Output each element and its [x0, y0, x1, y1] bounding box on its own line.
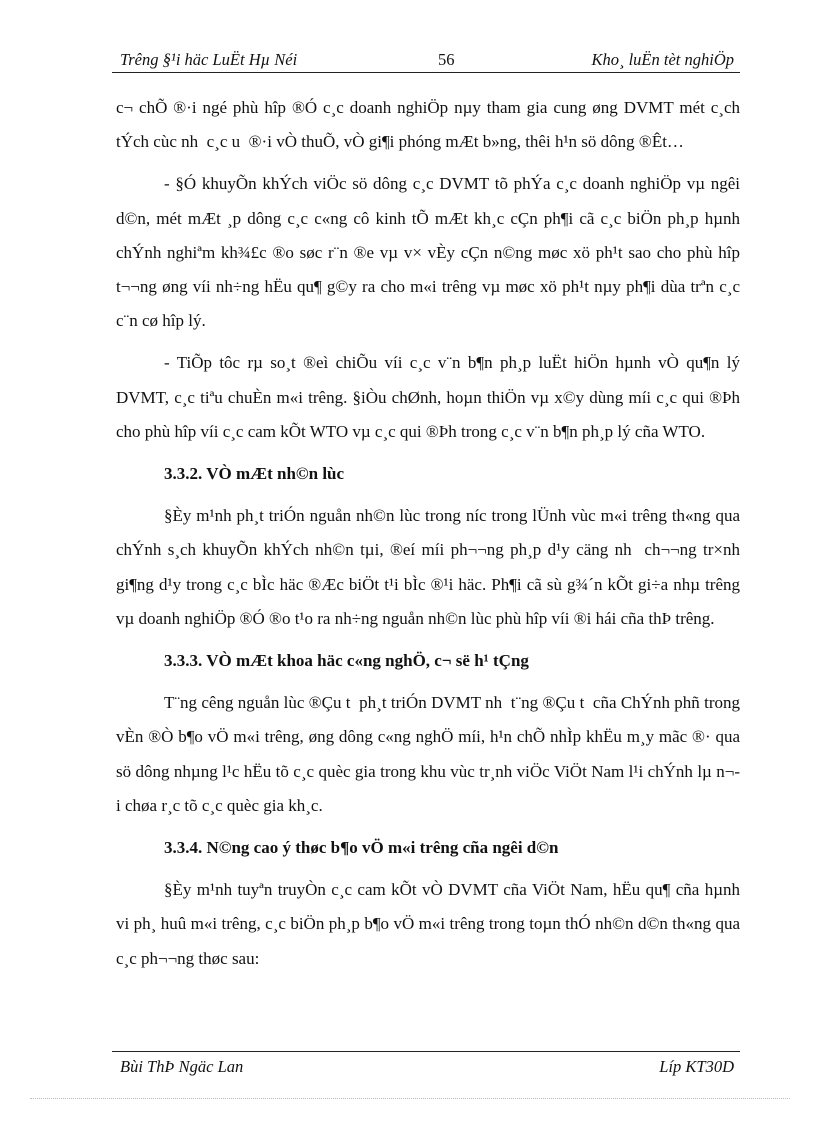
page-footer [112, 1057, 740, 1077]
paragraph-6: §Èy m¹nh tuyªn truyÒn c¸c cam kÕt vÒ DVMT cña ViÖt Nam, hËu qu¶ cña hµnh vi ph¸ huû m«i trêng, c¸c biÖn ph¸p b¶o vÖ m«i trêng trong toµn thÓ nh©n d©n th«ng qua c¸c ph¬¬ng thøc sau: [116, 880, 740, 968]
paragraph-5: T¨ng cêng nguån lùc ®Çu t ph¸t triÓn DVMT nh t¨ng ®Çu t cña ChÝnh phñ trong vÈn ®Ò b¶o vÖ m«i trêng, øng dông c«ng nghÖ míi, h¹n chÕ nhÌp khËu m¸y mãc ®· qua sö dông nhµng l¹c hËu tõ c¸c quèc gia trong khu vùc tr¸nh viÖc ViÖt Nam l¹i chÝnh lµ n¬ i chøa r¸c tõ c¸c quèc gia kh¸c. [116, 693, 740, 815]
paragraph-3: - TiÕp tôc rµ so¸t ®eì chiÕu víi c¸c v¨n b¶n ph¸p luËt hiÖn hµnh vÒ qu¶n lý DVMT, c¸c tiªu chuÈn m«i trêng. §iÒu chØnh, hoµn thiÖn vµ x©y dùng míi c¸c qui ®Þh cho phù hîp víi c¸c cam kÕt WTO vµ c¸c qui ®Þh trong c¸c v¨n b¶n ph¸p lý cña WTO. [116, 353, 740, 441]
header-rule [112, 72, 740, 73]
footer-author: Bùi ThÞ Ngäc Lan [120, 1057, 244, 1076]
page-bottom-border [30, 1098, 790, 1099]
section-heading-3-3-3: 3.3.3. VÒ mÆt khoa häc c«ng nghÖ, c¬ së h¹ tÇng [164, 651, 529, 671]
header-university: Trêng §¹i häc LuËt Hµ Néi [120, 50, 298, 69]
paragraph-4: §Èy m¹nh ph¸t triÓn nguån nh©n lùc trong níc trong lÜnh vùc m«i trêng th«ng qua chÝnh s¸ch khuyÕn khÝch nh©n tµi, ®eí míi ph¬¬ng ph¸p d¹y cäng nh ch¬¬ng tr×nh gi¶ng d¹y trong c¸c bÌc häc ®Æc biÖt t¹i bÌc ®¹i häc. Ph¶i cã sù g¾´n kÕt gi÷a nhµ trêng vµ doanh nghiÖp ®Ó ®o t¹o ra nh÷ng nguån nh©n lùc phù hîp víi ®i hái cña thÞ trêng. [116, 506, 740, 628]
page-number: 56 [438, 50, 455, 69]
section-heading-3-3-4: 3.3.4. N©ng cao ý thøc b¶o vÖ m«i trêng cña ngêi d©n [164, 838, 559, 858]
footer-rule [112, 1051, 740, 1052]
section-heading-3-3-2: 3.3.2. VÒ mÆt nh©n lùc [164, 464, 345, 484]
paragraph-2: - §Ó khuyÕn khÝch viÖc sö dông c¸c DVMT tõ phÝa c¸c doanh nghiÖp vµ ngêi d©n, mét mÆt ¸p dông c¸c c«ng cô kinh tÕ mÆt kh¸c cÇn ph¶i cã c¸c biÖn ph¸p hµnh chÝnh nghiªm kh¾£c ®o søc r¨n ®e vµ v× vÈy cÇn n©ng møc xö ph¹t sao cho phù hîp t¬¬ng øng víi nh÷ng hËu qu¶ g©y ra cho m«i trêng vµ møc xö ph¹t nµy ph¶i dùa trªn c¸c c¨n cø hîp lý. [116, 174, 740, 331]
header-thesis-title: Kho¸ luËn tèt nghiÖp [591, 50, 734, 69]
page-header [112, 50, 740, 70]
footer-class: Líp KT30D [659, 1057, 734, 1076]
document-body [116, 91, 740, 976]
paragraph-1: c¬ chÕ ®·i ngé phù hîp ®Ó c¸c doanh nghiÖp nµy tham gia cung øng DVMT mét c¸ch tÝch cùc nh c¸c u ®·i vÒ thuÕ, vÒ gi¶i phóng mÆt b»ng, thêi h¹n sö dông ®Êt… [116, 98, 740, 152]
